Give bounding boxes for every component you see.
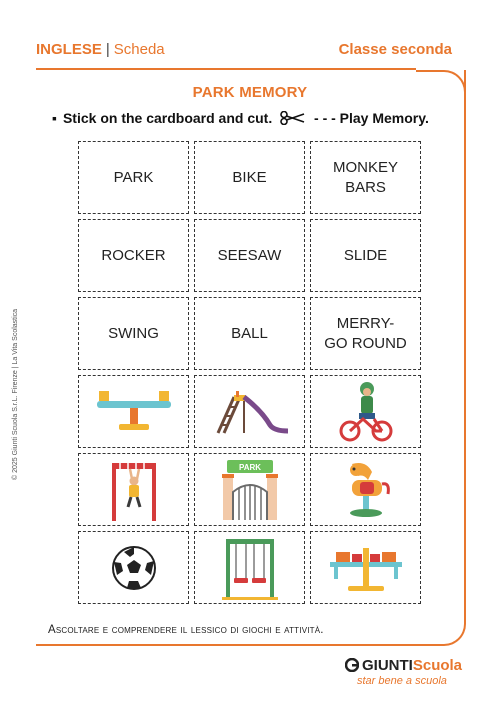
learning-objective: Ascoltare e comprendere il lessico di giochi e attività. <box>48 624 324 636</box>
word-card-text-line2: GO ROUND <box>324 334 407 352</box>
monkey-bars-icon <box>106 457 162 523</box>
rocker-horse-icon <box>338 458 394 522</box>
picture-card-rocker <box>310 453 421 526</box>
class-label: Classe seconda <box>338 41 452 58</box>
word-card-park <box>78 141 189 214</box>
word-card-seesaw <box>194 219 305 292</box>
brand-name <box>345 657 465 674</box>
picture-card-ball <box>78 531 189 604</box>
word-card-text: PARK <box>113 168 154 186</box>
brand-tagline: star bene a scuola <box>357 675 447 687</box>
publisher-logo <box>345 657 465 687</box>
word-card-bike <box>194 141 305 214</box>
scissors-icon <box>280 111 306 125</box>
word-card-swing <box>78 297 189 370</box>
ball-icon <box>110 544 158 592</box>
subject-label <box>36 41 165 58</box>
sheet-kind: Scheda <box>113 41 165 58</box>
merry-go-round-icon <box>324 540 408 596</box>
slide-icon <box>204 387 296 437</box>
word-card-ball <box>194 297 305 370</box>
word-card-text-line2: BARS <box>345 178 386 196</box>
copyright-notice: © 2025 Giunti Scuola S.r.L. Firenze | La Vita Scolastica <box>12 308 19 480</box>
word-card-text: MERRY- <box>336 314 395 332</box>
page-header <box>36 41 452 61</box>
word-card-merry-go-round <box>310 297 421 370</box>
brand-name-part1: GIUNTI <box>362 657 413 674</box>
word-card-rocker <box>78 219 189 292</box>
park-sign-text: PARK <box>238 462 261 472</box>
park-gate-icon <box>219 458 281 522</box>
seesaw-icon <box>89 387 179 437</box>
word-card-slide <box>310 219 421 292</box>
memory-card-grid <box>78 141 421 604</box>
picture-card-park-gate <box>194 453 305 526</box>
picture-card-monkey-bars <box>78 453 189 526</box>
instruction-line <box>52 110 429 126</box>
word-card-text: ROCKER <box>101 246 166 264</box>
picture-card-seesaw <box>78 375 189 448</box>
picture-card-slide <box>194 375 305 448</box>
word-card-text: BIKE <box>232 168 267 186</box>
picture-card-bike <box>310 375 421 448</box>
instruction-play: - - - Play Memory. <box>314 110 429 126</box>
word-card-text: MONKEY <box>332 158 398 176</box>
word-card-monkey-bars <box>310 141 421 214</box>
word-card-text: SWING <box>108 324 159 342</box>
brand-name-part2: Scuola <box>412 657 463 674</box>
instruction-bullet: ▪ <box>52 110 57 126</box>
worksheet-title: PARK MEMORY <box>192 84 308 101</box>
subject-name: INGLESE <box>36 41 102 58</box>
picture-card-merry-go-round <box>310 531 421 604</box>
instruction-cut: Stick on the cardboard and cut. <box>62 110 273 126</box>
bike-icon <box>336 379 396 445</box>
picture-card-swing <box>194 531 305 604</box>
header-separator: | <box>105 41 110 58</box>
giunti-logo-icon <box>345 658 359 672</box>
word-card-text: SLIDE <box>343 246 388 264</box>
swing-icon <box>220 535 280 601</box>
word-card-text: SEESAW <box>217 246 282 264</box>
word-card-text: BALL <box>231 324 268 342</box>
